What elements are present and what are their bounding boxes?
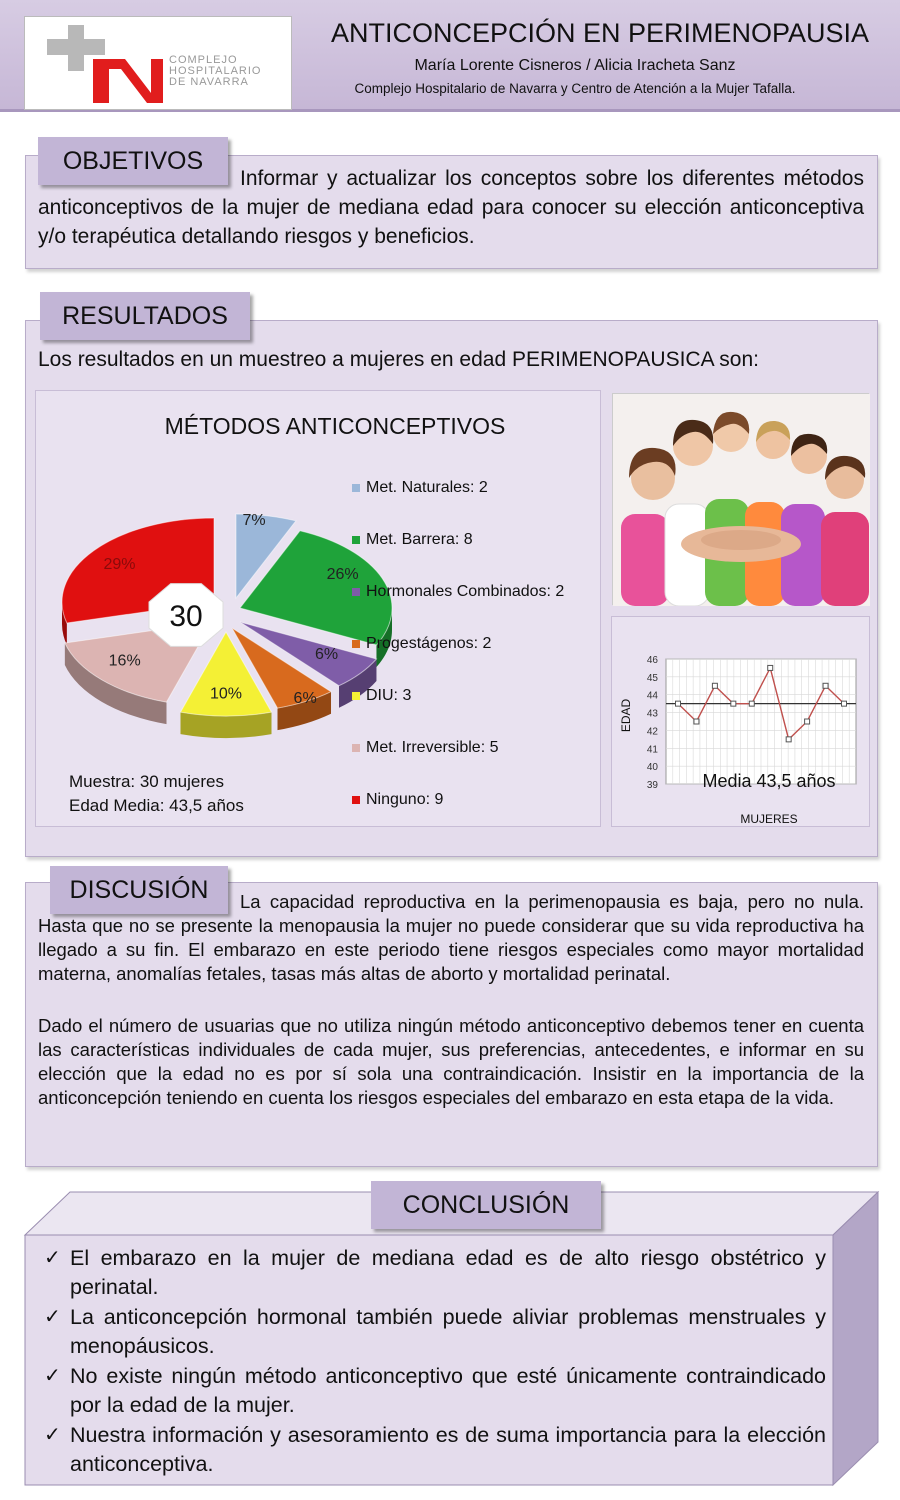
pie-legend-item: [352, 478, 602, 498]
y-tick-label: 44: [646, 690, 658, 702]
poster-institution: Complejo Hospitalario de Navarra y Centro de Atención a la Mujer Tafalla.: [354, 81, 796, 96]
conclusion-item: [44, 1303, 826, 1361]
age-data-point: [731, 701, 736, 706]
conclusion-item: [44, 1244, 826, 1302]
pie-legend-label: Met. Barrera: 8: [366, 531, 473, 548]
pie-legend-swatch: [352, 796, 360, 804]
logo-text-line: COMPLEJO: [169, 54, 238, 66]
resultados-intro: Los resultados en un muestreo a mujeres en edad PERIMENOPAUSICA son:: [38, 348, 759, 371]
poster-header: [0, 0, 900, 112]
y-tick-label: 39: [646, 780, 658, 791]
age-data-point: [786, 737, 791, 742]
checkmark-icon: ✓: [44, 1247, 61, 1269]
logo-n-left: [93, 59, 109, 103]
pie-legend-item: [352, 582, 602, 602]
conclusion-label: CONCLUSIÓN: [371, 1181, 601, 1229]
pie-legend-swatch: [352, 744, 360, 752]
checkmark-icon: ✓: [44, 1365, 61, 1387]
age-line-chart: [612, 617, 871, 828]
discusion-paragraph-2: Dado el número de usuarias que no utiliza ningún método anticonceptivo debemos tener en cuenta las características individuales de cada mujer, sus preferencias, antecedentes, e informar en su elección que la edad no es por sí sola una contraindicación. Insistir en la importancia de la anticoncepción teniendo en cuenta los riesgos especiales del embarazo en esta etapa de la vida.: [38, 1015, 864, 1108]
pie-percent-label: 6%: [293, 689, 317, 707]
logo-text-line: DE NAVARRA: [169, 76, 249, 88]
age-data-point: [749, 701, 754, 706]
hospital-logo: [24, 16, 292, 110]
pie-legend-item: [352, 634, 602, 654]
pie-legend-swatch: [352, 640, 360, 648]
y-tick-label: 41: [646, 744, 658, 756]
objetivos-label: OBJETIVOS: [38, 137, 228, 185]
pie-legend-swatch: [352, 536, 360, 544]
conclusion-list: [44, 1244, 826, 1480]
pie-percent-label: 29%: [103, 555, 136, 573]
conclusion-item-text: No existe ningún método anticonceptivo que esté únicamente contraindicado por la edad de la mujer.: [70, 1364, 826, 1417]
women-photo: [612, 393, 869, 605]
pie-legend-label: Ninguno: 9: [366, 791, 444, 808]
pie-legend-item: [352, 686, 602, 706]
age-data-point: [712, 683, 717, 688]
pie-chart-title: MÉTODOS ANTICONCEPTIVOS: [164, 413, 506, 439]
age-data-point: [694, 719, 699, 724]
checkmark-icon: ✓: [44, 1424, 61, 1446]
poster-title: ANTICONCEPCIÓN EN PERIMENOPAUSIA: [330, 18, 870, 48]
logo-text-line: HOSPITALARIO: [169, 65, 262, 77]
mean-annotation: Media 43,5 años: [702, 771, 836, 791]
age-data-point: [842, 701, 847, 706]
y-tick-label: 40: [646, 762, 658, 774]
y-tick-label: 45: [646, 672, 658, 684]
discusion-label: DISCUSIÓN: [50, 866, 228, 914]
y-axis-label: EDAD: [619, 698, 633, 733]
age-data-point: [805, 719, 810, 724]
pie-legend-label: Hormonales Combinados: 2: [366, 583, 565, 600]
poster-authors: María Lorente Cisneros / Alicia Iracheta Sanz: [414, 57, 736, 74]
conclusion-item-text: Nuestra información y asesoramiento es de suma importancia para la elección anticonceptiva.: [70, 1423, 826, 1476]
pie-percent-label: 10%: [209, 685, 243, 703]
y-tick-label: 42: [646, 726, 658, 738]
conclusion-item-text: La anticoncepción hormonal también puede aliviar problemas menstruales y menopáusicos.: [70, 1305, 826, 1358]
age-data-point: [676, 701, 681, 706]
pie-legend-label: DIU: 3: [366, 687, 412, 704]
pie-percent-label: 6%: [314, 646, 339, 664]
conclusion-item-text: El embarazo en la mujer de mediana edad es de alto riesgo obstétrico y perinatal.: [70, 1246, 826, 1299]
mean-age-note: Edad Media: 43,5 años: [69, 796, 244, 815]
pie-legend-item: [352, 738, 602, 758]
pie-percent-label: 7%: [242, 511, 266, 529]
logo-n-right: [109, 59, 163, 103]
sample-size-note: Muestra: 30 mujeres: [69, 772, 224, 791]
y-tick-label: 46: [646, 655, 658, 666]
logo-cross-vertical: [68, 25, 84, 71]
x-axis-label: MUJERES: [740, 812, 798, 826]
y-tick-label: 43: [646, 708, 658, 720]
objetivos-text: Informar y actualizar los conceptos sobre los diferentes métodos anticonceptivos de la mujer de mediana edad para conocer su elección anticonceptiva y/o terapéutica detallando riesgos y beneficios.: [38, 167, 864, 248]
pie-legend: [352, 478, 602, 842]
pie-legend-swatch: [352, 692, 360, 700]
pie-legend-swatch: [352, 588, 360, 596]
age-data-point: [823, 683, 828, 688]
resultados-label: RESULTADOS: [40, 292, 250, 340]
group-of-women-photo-icon: [613, 394, 870, 606]
pie-legend-label: Progestágenos: 2: [366, 635, 492, 652]
pie-legend-item: [352, 790, 602, 810]
conclusion-item: [44, 1421, 826, 1479]
pie-legend-label: Met. Naturales: 2: [366, 479, 488, 496]
pie-legend-item: [352, 530, 602, 550]
pie-legend-label: Met. Irreversible: 5: [366, 739, 499, 756]
pie-chart-card: [35, 390, 601, 827]
discusion-paragraph-1: La capacidad reproductiva en la perimenopausia es baja, pero no nula. Hasta que no se presente la menopausia la mujer no puede considerar que su vida reproductiva ha llegado a su fin. El embarazo en este periodo tiene riesgos especiales como mayor mortalidad materna, anomalías fetales, tasas más altas de aborto y mortalidad perinatal.: [38, 891, 864, 984]
pie-center-total: 30: [169, 600, 203, 633]
pie-percent-label: 16%: [108, 652, 141, 670]
pie-legend-swatch: [352, 484, 360, 492]
line-chart-card: [611, 616, 870, 827]
age-data-point: [768, 665, 773, 670]
pie-percent-label: 26%: [326, 565, 359, 583]
checkmark-icon: ✓: [44, 1306, 61, 1328]
conclusion-item: [44, 1362, 826, 1420]
